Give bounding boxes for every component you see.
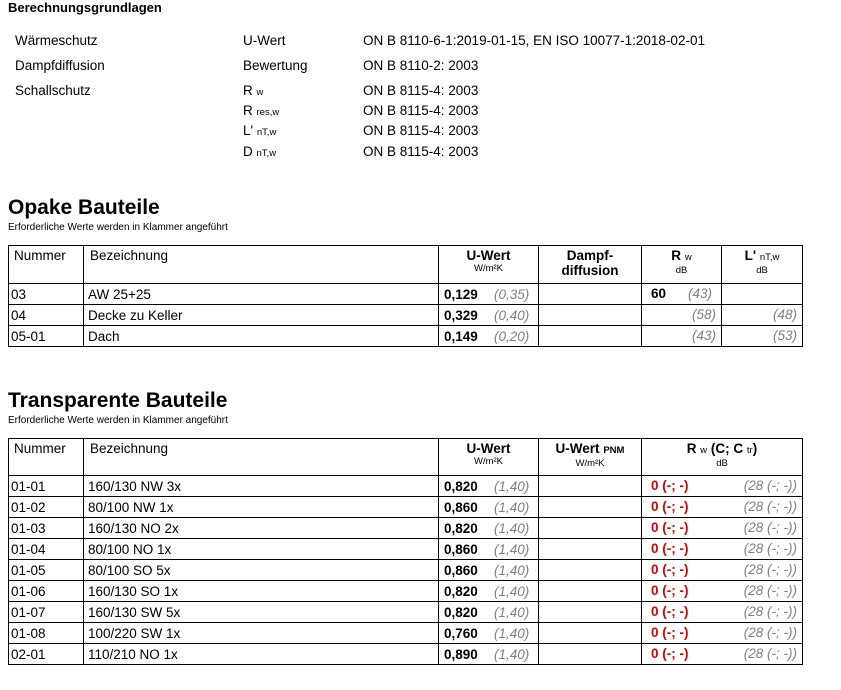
uwert-value: 0,860 [444, 562, 478, 578]
col-header-rw [642, 246, 722, 284]
page-heading: Berechnungsgrundlagen [8, 0, 162, 15]
rw-label: R w [671, 248, 692, 263]
cell-uwert [439, 602, 539, 623]
uwert-required: (1,40) [494, 478, 530, 494]
cell-bezeichnung: 100/220 SW 1x [84, 623, 439, 644]
cell-rw [642, 497, 803, 518]
kennwert-symbol: D [243, 144, 253, 159]
cell-nummer: 02-01 [9, 644, 84, 665]
rw-value: 0 (-; -) [651, 520, 689, 535]
col-header-rw-c-ctr [642, 439, 803, 476]
rw-unit: dB [675, 265, 688, 276]
cell-rw: 60 (43) [642, 284, 722, 305]
rw-required: (28 (-; -)) [743, 499, 797, 514]
cell-rw [642, 560, 803, 581]
cell-dampf [539, 326, 642, 347]
cell-upnm [539, 497, 642, 518]
rw-required: (28 (-; -)) [743, 478, 797, 493]
cell-uwert [439, 623, 539, 644]
uwert-label: U-Wert [466, 441, 511, 456]
col-header-lntw [722, 246, 803, 284]
cell-nummer: 01-04 [9, 539, 84, 560]
cell-dampf [539, 284, 642, 305]
cell-bezeichnung: 160/130 SW 5x [84, 602, 439, 623]
grundlage-kennwert [243, 123, 276, 138]
kennwert-symbol: L' [243, 123, 254, 138]
opak-table [8, 245, 803, 347]
grundlage-label-waermeschutz: Wärmeschutz [15, 33, 98, 48]
cell-upnm [539, 581, 642, 602]
rw-value: 0 (-; -) [651, 499, 689, 514]
col-header-dampfdiffusion [539, 246, 642, 284]
grundlage-norm: ON B 8110-2: 2003 [363, 58, 479, 73]
cell-ln [722, 284, 803, 305]
kennwert-subscript: nT,w [256, 148, 277, 159]
cell-bezeichnung: 80/100 NW 1x [84, 497, 439, 518]
table-row [9, 539, 803, 560]
col-header-bezeichnung: Bezeichnung [84, 246, 439, 284]
ln-unit: dB [756, 265, 768, 276]
col-header-nummer: Nummer [9, 246, 84, 284]
cell-rw [642, 623, 803, 644]
section-note-transparent: Erforderliche Werte werden in Klammer angeführt [8, 415, 228, 426]
table-header-row [9, 439, 803, 476]
table-row [9, 581, 803, 602]
table-row [9, 560, 803, 581]
section-title-transparent: Transparente Bauteile [8, 389, 228, 412]
kennwert-symbol: R [243, 103, 253, 118]
rw-value: 0 (-; -) [651, 646, 689, 661]
transparent-table-body [9, 476, 803, 665]
rw-required: (28 (-; -)) [743, 520, 797, 535]
cell-uwert [439, 539, 539, 560]
cell-rw [642, 518, 803, 539]
cell-uwert [439, 476, 539, 497]
rw-value: 0 (-; -) [651, 478, 689, 493]
cell-bezeichnung: AW 25+25 [84, 284, 439, 305]
cell-nummer: 03 [9, 284, 84, 305]
uwert-required: (1,40) [494, 646, 530, 662]
cell-bezeichnung: 160/130 SO 1x [84, 581, 439, 602]
cell-upnm [539, 623, 642, 644]
cell-bezeichnung: 80/100 NO 1x [84, 539, 439, 560]
cell-uwert [439, 497, 539, 518]
cell-uwert [439, 581, 539, 602]
grundlage-kennwert: U-Wert [243, 33, 286, 48]
uwert-value: 0,760 [444, 625, 478, 641]
rw-value: 0 (-; -) [651, 625, 689, 640]
cell-rw [642, 581, 803, 602]
cell-ln: (53) [722, 326, 803, 347]
rw-required: (28 (-; -)) [743, 541, 797, 556]
uwert-required: (1,40) [494, 604, 530, 620]
cell-nummer: 01-03 [9, 518, 84, 539]
cell-nummer: 05-01 [9, 326, 84, 347]
cell-rw: (43) [642, 326, 722, 347]
cell-uwert [439, 644, 539, 665]
uwert-required: (1,40) [494, 499, 530, 515]
section-title-opak: Opake Bauteile [8, 196, 160, 219]
cell-nummer: 01-01 [9, 476, 84, 497]
cell-uwert: 0,129 (0,35) [439, 284, 539, 305]
dampf-label-1: Dampf- [566, 248, 614, 263]
cell-dampf [539, 305, 642, 326]
cell-nummer: 01-02 [9, 497, 84, 518]
table-row [9, 326, 803, 347]
table-row [9, 602, 803, 623]
rw-value: 0 (-; -) [651, 583, 689, 598]
grundlage-kennwert [243, 103, 279, 118]
cell-uwert [439, 518, 539, 539]
table-row [9, 284, 803, 305]
col-header-uwert [439, 246, 539, 284]
grundlage-kennwert [243, 83, 263, 98]
cell-rw [642, 476, 803, 497]
cell-upnm [539, 644, 642, 665]
uwert-value: 0,860 [444, 499, 478, 515]
uwert-unit: W/m²K [473, 456, 504, 467]
cell-rw [642, 644, 803, 665]
cell-upnm [539, 602, 642, 623]
transparent-table [8, 438, 803, 665]
upnm-unit: W/m²K [575, 458, 605, 469]
section-note-opak: Erforderliche Werte werden in Klammer angeführt [8, 222, 228, 233]
cell-nummer: 01-07 [9, 602, 84, 623]
kennwert-symbol: R [243, 83, 253, 98]
rw-required: (28 (-; -)) [743, 562, 797, 577]
cell-uwert [439, 560, 539, 581]
cell-nummer: 01-06 [9, 581, 84, 602]
cell-bezeichnung: 110/210 NO 1x [84, 644, 439, 665]
rw-label: R w (C; C tr) [686, 441, 758, 456]
uwert-value: 0,820 [444, 583, 478, 599]
rw-required: (28 (-; -)) [743, 625, 797, 640]
uwert-value: 0,820 [444, 520, 478, 536]
uwert-required: (1,40) [494, 583, 530, 599]
grundlage-norm: ON B 8115-4: 2003 [363, 103, 479, 118]
grundlage-norm: ON B 8115-4: 2003 [363, 144, 479, 159]
cell-nummer: 01-08 [9, 623, 84, 644]
cell-rw [642, 602, 803, 623]
kennwert-subscript: res,w [256, 107, 280, 118]
cell-bezeichnung: Dach [84, 326, 439, 347]
uwert-value: 0,890 [444, 646, 478, 662]
table-row [9, 518, 803, 539]
grundlage-norm: ON B 8115-4: 2003 [363, 123, 479, 138]
rw-required: (28 (-; -)) [743, 583, 797, 598]
table-row [9, 623, 803, 644]
table-row [9, 305, 803, 326]
rw-value: 0 (-; -) [651, 541, 689, 556]
cell-upnm [539, 560, 642, 581]
uwert-value: 0,820 [444, 604, 478, 620]
table-row [9, 644, 803, 665]
col-header-upnm [539, 439, 642, 476]
uwert-required: (1,40) [494, 520, 530, 536]
rw-required: (28 (-; -)) [743, 604, 797, 619]
cell-rw [642, 539, 803, 560]
upnm-label: U-Wert PNM [555, 441, 625, 456]
cell-rw: (58) [642, 305, 722, 326]
col-header-uwert [439, 439, 539, 476]
uwert-required: (1,40) [494, 541, 530, 557]
cell-bezeichnung: 80/100 SO 5x [84, 560, 439, 581]
uwert-value: 0,820 [444, 478, 478, 494]
rw-required: (28 (-; -)) [743, 646, 797, 661]
table-row [9, 497, 803, 518]
cell-ln: (48) [722, 305, 803, 326]
table-header-row [9, 246, 803, 284]
grundlage-norm: ON B 8110-6-1:2019-01-15, EN ISO 10077-1:2018-02-01 [363, 33, 705, 48]
rw-unit: dB [716, 458, 728, 469]
rw-value: 0 (-; -) [651, 562, 689, 577]
cell-uwert: 0,329 (0,40) [439, 305, 539, 326]
kennwert-subscript: nT,w [256, 127, 277, 138]
cell-bezeichnung: 160/130 NW 3x [84, 476, 439, 497]
table-row [9, 476, 803, 497]
cell-nummer: 01-05 [9, 560, 84, 581]
cell-upnm [539, 539, 642, 560]
col-header-bezeichnung: Bezeichnung [84, 439, 439, 476]
cell-nummer: 04 [9, 305, 84, 326]
grundlage-label-schallschutz: Schallschutz [15, 83, 91, 98]
col-header-nummer: Nummer [9, 439, 84, 476]
dampf-label-2: diffusion [561, 263, 619, 278]
uwert-required: (1,40) [494, 562, 530, 578]
cell-bezeichnung: Decke zu Keller [84, 305, 439, 326]
cell-uwert: 0,149 (0,20) [439, 326, 539, 347]
grundlage-label-dampfdiffusion: Dampfdiffusion [15, 58, 105, 73]
grundlage-kennwert: Bewertung [243, 58, 308, 73]
cell-upnm [539, 518, 642, 539]
uwert-required: (1,40) [494, 625, 530, 641]
uwert-unit: W/m²K [473, 263, 504, 274]
uwert-value: 0,860 [444, 541, 478, 557]
kennwert-subscript: w [256, 87, 264, 98]
uwert-label: U-Wert [466, 248, 511, 263]
rw-value: 0 (-; -) [651, 604, 689, 619]
ln-label: L' nT,w [744, 248, 780, 263]
cell-bezeichnung: 160/130 NO 2x [84, 518, 439, 539]
grundlage-kennwert [243, 144, 276, 159]
grundlage-norm: ON B 8115-4: 2003 [363, 83, 479, 98]
cell-upnm [539, 476, 642, 497]
